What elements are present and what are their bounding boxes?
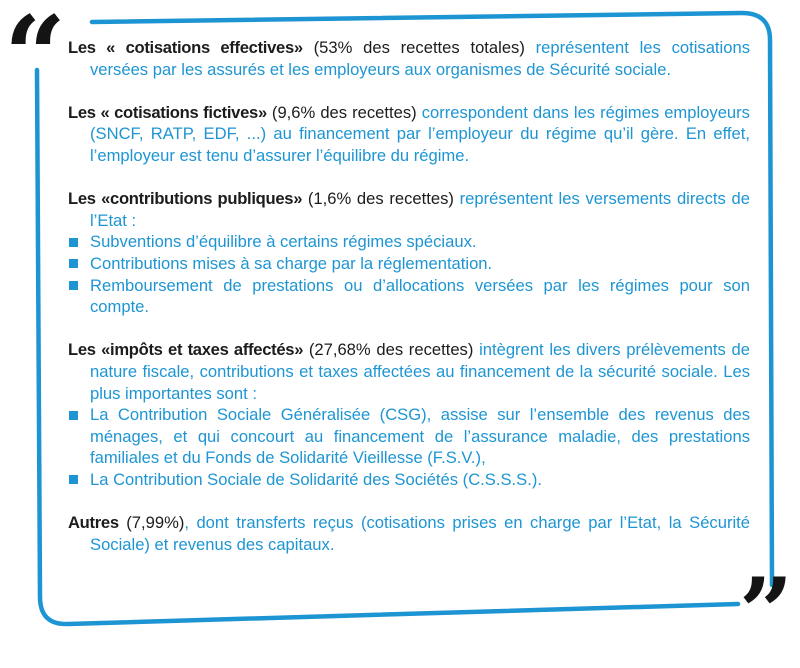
square-bullet-icon bbox=[69, 475, 78, 484]
section-autres bbox=[68, 512, 750, 555]
section-term: Les « cotisations effectives» bbox=[68, 38, 303, 57]
section-text: correspondent dans les régimes employeurs (SNCF, RATP, EDF, ...) au financement par l’employeur du régime qu’il gère. En effet, l’employeur est tenu d’assurer l’équilibre du régime. bbox=[90, 102, 750, 165]
section-intro bbox=[68, 339, 750, 404]
section-share: (1,6% des recettes) bbox=[302, 189, 460, 209]
square-bullet-icon bbox=[69, 411, 78, 420]
section-share: (7,99%) bbox=[118, 513, 185, 533]
section-term: Autres bbox=[68, 513, 119, 533]
list-item: La Contribution Sociale de Solidarité des Sociétés (C.S.S.S.). bbox=[68, 469, 750, 491]
bullet-list bbox=[68, 404, 750, 490]
section-text: intègrent les divers prélèvements de nature fiscale, contributions et taxes affectées au financement de la sécurité sociale. Les plus importantes sont : bbox=[90, 340, 750, 403]
section-intro bbox=[68, 188, 750, 231]
section-share: (9,6% des recettes) bbox=[266, 102, 422, 122]
list-item: Contributions mises à sa charge par la réglementation. bbox=[68, 253, 750, 275]
section-share: (27,68% des recettes) bbox=[303, 340, 480, 360]
square-bullet-icon bbox=[69, 238, 78, 247]
square-bullet-icon bbox=[69, 259, 78, 268]
list-item: La Contribution Sociale Généralisée (CSG), assise sur l’ensemble des revenus des ménages, et qui concourt au financement de l’assurance maladie, des prestations familiales et du Fonds de Solidarité Vieillesse (F.S.V.), bbox=[68, 404, 750, 469]
section-text: représentent les versements directs de l’Etat : bbox=[90, 189, 750, 230]
section-contributions-publiques bbox=[68, 188, 750, 318]
list-item: Subventions d’équilibre à certains régimes spéciaux. bbox=[68, 231, 750, 253]
section-term: Les «contributions publiques» bbox=[68, 189, 303, 209]
open-quote-mark: “ bbox=[4, 0, 61, 119]
section-text: , dont transferts reçus (cotisations prises en charge par l’Etat, la Sécurité Sociale) et revenus des capitaux. bbox=[90, 513, 750, 554]
section-impots-taxes-affectes bbox=[68, 339, 750, 490]
close-quote-mark: ” bbox=[739, 558, 788, 668]
section-term: Les «impôts et taxes affectés» bbox=[68, 340, 304, 360]
section-cotisations-fictives bbox=[68, 102, 750, 167]
section-term: Les « cotisations fictives» bbox=[68, 102, 267, 122]
list-item: Remboursement de prestations ou d’allocations versées par les régimes pour son compte. bbox=[68, 275, 750, 318]
bullet-list bbox=[68, 231, 750, 317]
section-share: (53% des recettes totales) bbox=[302, 38, 536, 57]
section-cotisations-effectives bbox=[68, 37, 750, 80]
document-body bbox=[68, 37, 750, 577]
section-text: représentent les cotisations versées par les assurés et les employeurs aux organismes de Sécurité sociale. bbox=[90, 38, 750, 79]
square-bullet-icon bbox=[69, 281, 78, 290]
